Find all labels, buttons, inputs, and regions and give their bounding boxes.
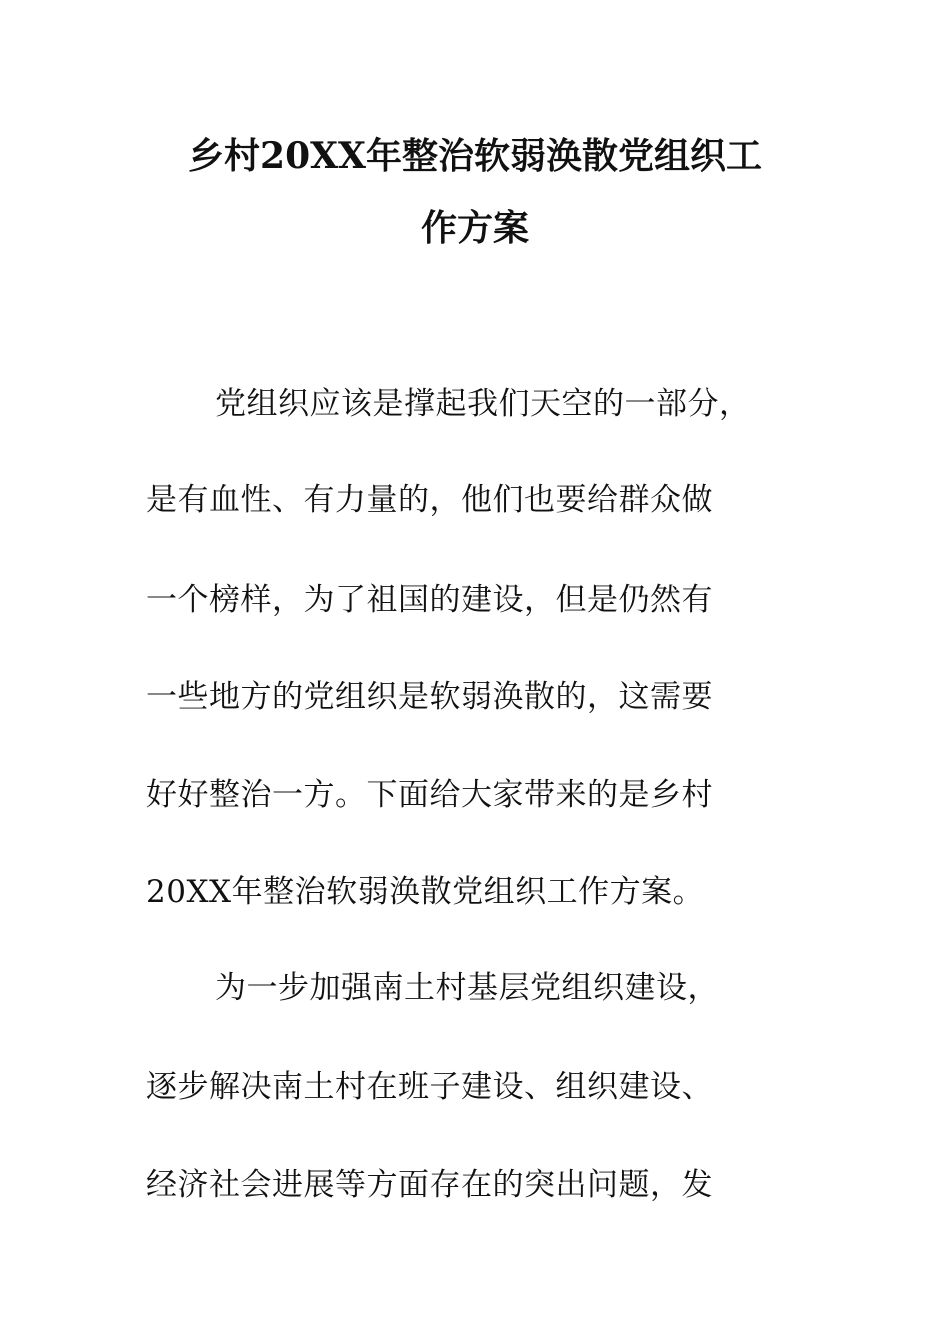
paragraph-line: 逐步解决南土村在班子建设、组织建设、 [146,1069,713,1105]
paragraph-line: 好好整治一方。下面给大家带来的是乡村 [146,777,713,813]
document-title-line-1: 乡村20XX年整治软弱涣散党组织工 [188,135,762,177]
paragraph-line: 经济社会进展等方面存在的突出问题，发 [146,1167,713,1203]
paragraph-line: 一个榜样，为了祖国的建设，但是仍然有 [146,582,713,618]
paragraph-line: 党组织应该是撑起我们天空的一部分， [215,386,751,422]
paragraph-line: 是有血性、有力量的，他们也要给群众做 [146,482,713,518]
document-title-line-2: 作方案 [420,207,529,249]
paragraph-line: 20XX年整治软弱涣散党组织工作方案。 [146,874,705,910]
paragraph-line: 一些地方的党组织是软弱涣散的，这需要 [146,679,713,715]
paragraph-line: 为一步加强南土村基层党组织建设， [215,970,719,1006]
